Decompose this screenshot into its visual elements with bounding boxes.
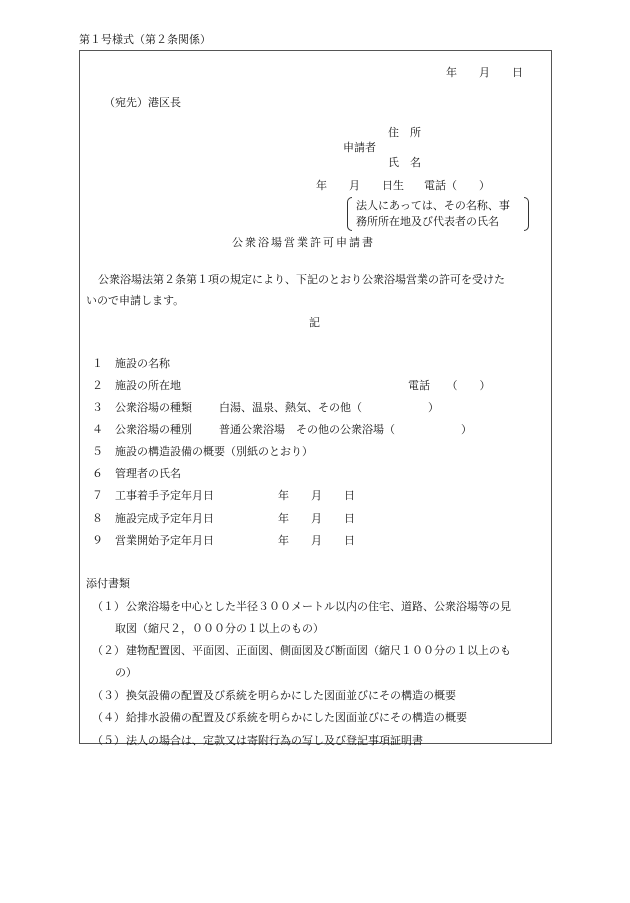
item-number: ４ [92,423,103,436]
item-extra: 電話 （ ） [408,379,491,392]
attachment-number: （５） [92,734,125,747]
item-label: 施設の構造設備の概要（別紙のとおり） [115,445,313,458]
application-form-box [79,50,552,747]
item-label: 施設の所在地 [115,379,181,392]
attachment-number: （１） [92,600,125,613]
applicant-label: 申請者 [343,141,376,154]
item-extra: 年 月 日 [278,512,355,525]
item-label: 公衆浴場の種類 [115,401,192,414]
item-number: ７ [92,489,103,502]
item-extra: 年 月 日 [278,534,355,547]
item-number: ９ [92,534,103,547]
attachment-text-line: 換気設備の配置及び系統を明らかにした図面並びにその構造の概要 [126,689,456,702]
attachment-text-line: 公衆浴場を中心とした半径３００メートル以内の住宅、道路、公衆浴場等の見 [126,600,511,613]
addressee: （宛先）港区長 [104,96,181,109]
body-line-2: いので申請します。 [86,294,185,307]
attachment-number: （３） [92,689,125,702]
corporate-note-line2: 務所所在地及び代表者の氏名 [356,215,499,228]
attachment-text-line: 給排水設備の配置及び系統を明らかにした図面並びにその構造の概要 [126,711,467,724]
item-label: 施設の名称 [115,357,170,370]
attachment-number: （４） [92,711,125,724]
attachments-heading: 添付書類 [86,577,130,590]
form-title: 公衆浴場営業許可申請書 [232,236,375,249]
name-label: 氏 名 [388,156,421,169]
form-number: 第１号様式（第２条関係） [79,33,211,46]
note-bracket-left [347,197,352,231]
phone-label: 電話（ ） [424,179,490,192]
item-extra: 普通公衆浴場 その他の公衆浴場（ ） [219,423,472,436]
item-number: ２ [92,379,103,392]
item-label: 営業開始予定年月日 [115,534,214,547]
ki-heading: 記 [309,316,320,329]
birth-date-label: 年 月 日生 [316,179,404,192]
attachment-text-line: の） [115,666,137,679]
note-bracket-right [524,197,529,231]
item-label: 管理者の氏名 [115,467,181,480]
attachment-text-line: 取図（縮尺２，０００分の１以上のもの） [115,622,324,635]
item-label: 施設完成予定年月日 [115,512,214,525]
item-number: ５ [92,445,103,458]
body-line-1: 公衆浴場法第２条第１項の規定により、下記のとおり公衆浴場営業の許可を受けた [98,273,505,286]
item-extra: 年 月 日 [278,489,355,502]
attachment-text-line: 法人の場合は、定款又は寄附行為の写し及び登記事項証明書 [126,734,423,747]
item-label: 工事着手予定年月日 [115,489,214,502]
item-number: １ [92,357,103,370]
date-line: 年 月 日 [446,66,523,79]
item-number: ８ [92,512,103,525]
corporate-note-line1: 法人にあっては、その名称、事 [356,199,510,212]
attachment-number: （２） [92,644,125,657]
address-label: 住 所 [388,126,421,139]
item-extra: 白湯、温泉、熱気、その他（ ） [219,401,439,414]
item-label: 公衆浴場の種別 [115,423,192,436]
item-number: ３ [92,401,103,414]
attachment-text-line: 建物配置図、平面図、正面図、側面図及び断面図（縮尺１００分の１以上のも [126,644,511,657]
item-number: ６ [92,467,103,480]
